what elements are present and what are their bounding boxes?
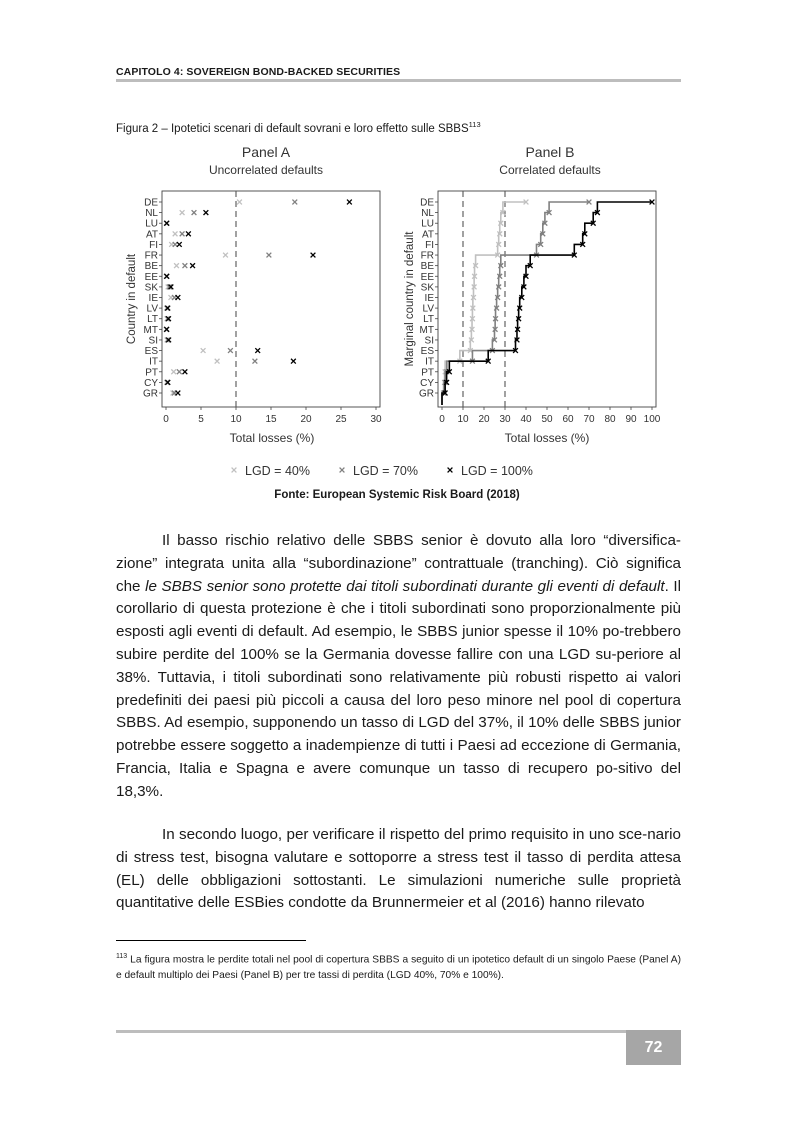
panel-a-point-lgd70-it: [253, 359, 258, 364]
panel-b-x-tick-label: 80: [604, 414, 616, 425]
panel-a-point-lgd100-mt: [164, 327, 169, 332]
panel-b-series-line-lgd40: [442, 202, 526, 405]
panel-a-y-tick-label: FI: [149, 239, 158, 251]
panel-a-point-lgd70-pt: [177, 369, 182, 374]
panel-b-y-tick-label: IT: [425, 356, 434, 368]
panel-a-title: Panel A: [241, 144, 291, 160]
panel-b-x-tick-label: 40: [520, 414, 532, 425]
panel-b-y-tick-label: MT: [419, 324, 434, 336]
legend-marker-3: [448, 468, 453, 473]
legend-label-1: LGD = 40%: [245, 464, 310, 478]
panel-a-point-lgd100-ie: [176, 295, 181, 300]
panel-a-y-tick-label: LT: [147, 314, 158, 326]
footnote-number: 113: [116, 953, 128, 960]
panel-b-y-tick-label: NL: [421, 208, 434, 220]
panel-b-x-axis-label: Total losses (%): [504, 431, 590, 445]
panel-a: [126, 144, 382, 445]
panel-a-y-tick-label: IT: [149, 356, 158, 368]
panel-a-point-lgd40-at: [173, 231, 178, 236]
panel-a-x-tick-label: 5: [198, 414, 204, 425]
panel-b-y-tick-label: SI: [424, 335, 434, 347]
panel-a-point-lgd40-be: [174, 263, 179, 268]
panel-a-point-lgd100-ee: [164, 274, 169, 279]
panel-a-point-lgd100-de: [347, 200, 352, 205]
panel-a-point-lgd70-nl: [192, 210, 197, 215]
panel-a-point-lgd100-gr: [176, 391, 181, 396]
panel-b-y-tick-label: IE: [424, 293, 434, 304]
panel-b-y-tick-label: ES: [420, 346, 434, 358]
panel-b-y-tick-label: LT: [423, 314, 434, 326]
panel-a-plot-frame: [162, 191, 380, 407]
panel-a-point-lgd70-de: [292, 200, 297, 205]
panel-a-point-lgd70-be: [183, 263, 188, 268]
panel-a-y-axis-label: Country in default: [126, 253, 138, 345]
figure-chart: [116, 140, 676, 485]
panel-b-series-line-lgd70: [442, 202, 589, 405]
legend-label-3: LGD = 100%: [461, 464, 533, 478]
panel-a-y-tick-label: PT: [145, 367, 158, 379]
panel-a-point-lgd40-fr: [223, 253, 228, 258]
legend-marker-1: [232, 468, 237, 473]
panel-a-point-lgd100-pt: [183, 369, 188, 374]
panel-b-x-tick-label: 0: [439, 414, 445, 425]
panel-b-y-tick-label: FI: [425, 239, 434, 251]
panel-a-x-axis-label: Total losses (%): [229, 431, 315, 445]
panel-a-point-lgd70-fr: [267, 253, 272, 258]
panel-b-x-tick-label: 50: [541, 414, 553, 425]
panel-a-point-lgd100-be: [190, 263, 195, 268]
panel-a-y-tick-label: GR: [143, 388, 158, 400]
panel-a-y-tick-label: CY: [144, 377, 158, 389]
paragraph-1-emphasis: le SBBS senior sono protette dai titoli subordinati durante gli eventi di default: [145, 577, 665, 595]
legend-label-2: LGD = 70%: [353, 464, 418, 478]
panel-a-y-tick-label: MT: [143, 324, 158, 336]
panel-a-x-tick-label: 10: [230, 414, 242, 425]
panel-b-y-tick-label: BE: [420, 261, 434, 273]
panel-a-x-tick-label: 20: [300, 414, 312, 425]
panel-a-point-lgd100-fi: [177, 242, 182, 247]
panel-b-y-tick-label: GR: [419, 388, 434, 400]
panel-b-y-axis-label: Marginal country in default: [404, 231, 416, 367]
panel-a-y-tick-label: NL: [145, 208, 158, 220]
chapter-header: CAPITOLO 4: SOVEREIGN BOND-BACKED SECURITIES: [116, 66, 401, 78]
paragraph-2-text: In secondo luogo, per verificare il rispetto del primo requisito in uno sce-nario di stress test, bisogna valutare e sottoporre a stress test il tasso di perdita attesa (EL) delle obbligazioni sottostanti. Le simulazioni numeriche sulle proprietà quantitative delle ESBies condotte da Brunnermeier et al (2016) hanno rilevato: [116, 826, 681, 912]
panel-a-y-tick-label: EE: [144, 271, 158, 283]
body-paragraph-2: [116, 824, 681, 915]
figure-source: Fonte: European Systemic Risk Board (2018): [274, 489, 520, 501]
panel-a-x-tick-label: 0: [163, 414, 169, 425]
panel-b-x-tick-label: 60: [562, 414, 574, 425]
panel-b-x-tick-label: 10: [457, 414, 469, 425]
panel-a-y-tick-label: FR: [144, 250, 158, 262]
panel-a-y-tick-label: DE: [144, 197, 158, 209]
page-number: 72: [626, 1030, 681, 1065]
panel-b-x-tick-label: 20: [478, 414, 490, 425]
footnote-rule: [116, 940, 306, 941]
panel-b-y-tick-label: LV: [422, 303, 434, 315]
panel-a-x-tick-label: 30: [370, 414, 382, 425]
footnote-text: La figura mostra le perdite totali nel pool di copertura SBBS a seguito di un ipotetico default di un singolo Paese (Panel A) e default multiplo dei Paesi (Panel B) per tre tassi di perdita (LGD 40%, 70% e 100%).: [116, 954, 681, 982]
panel-a-point-lgd100-at: [186, 231, 191, 236]
header-rule: [116, 79, 681, 82]
panel-a-point-lgd70-at: [180, 231, 185, 236]
panel-b-title: Panel B: [525, 144, 575, 160]
body-paragraph-1: [116, 530, 681, 804]
panel-a-y-tick-label: BE: [144, 261, 158, 273]
panel-b: [404, 144, 661, 445]
panel-a-y-tick-label: ES: [144, 346, 158, 358]
panel-a-point-lgd40-nl: [180, 210, 185, 215]
panel-b-x-tick-label: 70: [583, 414, 595, 425]
panel-a-point-lgd40-pt: [171, 369, 176, 374]
paragraph-1-text-b: . Il corollario di questa protezione è che i titoli subordinati sono proporzionalmente più esposti agli eventi di default. Ad esempio, le SBBS junior spesse il 10% po-trebbero subire perdite del 100% se la Germania dovesse fallire con una LGD su-periore al 38%. Tuttavia, i titoli subordinati sono relativamente più robusti rispetto ai valori predefiniti dei paesi più piccoli a causa del loro peso minore nel pool di copertura SBBS. Ad esempio, supponendo un tasso di LGD del 37%, il 10% delle SBBS junior potrebbe essere soggetto a inadempienze di tutti i Paesi ad eccezione di Germania, Francia, Italia e Spagna e avere comunque un tasso di recupero po-sitivo del 18,3%.: [116, 577, 681, 800]
panel-a-point-lgd40-it: [215, 359, 220, 364]
panel-a-y-tick-label: LU: [145, 218, 158, 230]
panel-a-y-tick-label: LV: [146, 303, 158, 315]
panel-a-y-tick-label: SI: [148, 335, 158, 347]
panel-a-y-tick-label: AT: [145, 229, 158, 241]
panel-b-y-tick-label: PT: [421, 367, 434, 379]
panel-b-x-tick-label: 100: [643, 414, 661, 425]
panel-a-y-tick-label: IE: [148, 293, 158, 304]
figure-caption-ref: 113: [468, 120, 481, 129]
panel-b-y-tick-label: LU: [421, 218, 434, 230]
panel-a-subtitle: Uncorrelated defaults: [208, 163, 324, 177]
panel-a-point-lgd100-nl: [204, 210, 209, 215]
panel-b-subtitle: Correlated defaults: [499, 163, 601, 177]
panel-b-x-tick-label: 30: [499, 414, 511, 425]
panel-b-y-tick-label: EE: [420, 271, 434, 283]
panel-b-y-tick-label: FR: [420, 250, 434, 262]
footnote: [116, 949, 681, 984]
panel-a-point-lgd100-it: [291, 359, 296, 364]
panel-b-y-tick-label: AT: [421, 229, 434, 241]
chart-legend: [232, 464, 533, 478]
panel-b-x-tick-label: 90: [625, 414, 637, 425]
panel-a-point-lgd100-fr: [311, 253, 316, 258]
panel-a-y-tick-label: SK: [144, 282, 158, 294]
panel-a-x-tick-label: 25: [335, 414, 347, 425]
panel-b-y-tick-label: SK: [420, 282, 434, 294]
panel-a-point-lgd40-es: [201, 348, 206, 353]
footer-rule: [116, 1030, 626, 1033]
panel-b-plot-frame: [438, 191, 656, 407]
figure-caption: [116, 120, 481, 135]
panel-a-point-lgd100-es: [255, 348, 260, 353]
panel-a-point-lgd100-lu: [164, 221, 169, 226]
panel-a-point-lgd70-es: [228, 348, 233, 353]
panel-b-y-tick-label: CY: [420, 377, 434, 389]
panel-a-x-tick-label: 15: [265, 414, 277, 425]
legend-marker-2: [340, 468, 345, 473]
paragraph-1-text-a: Il basso rischio relativo delle SBBS senior è dovuto alla loro “diversifica-zione” integrata unita alla “subordinazione” contrattuale (tranching). Ciò significa che: [116, 532, 681, 595]
panel-b-y-tick-label: DE: [420, 197, 434, 209]
figure-caption-text: Figura 2 – Ipotetici scenari di default sovrani e loro effetto sulle SBBS: [116, 122, 469, 135]
panel-a-point-lgd40-de: [237, 200, 242, 205]
